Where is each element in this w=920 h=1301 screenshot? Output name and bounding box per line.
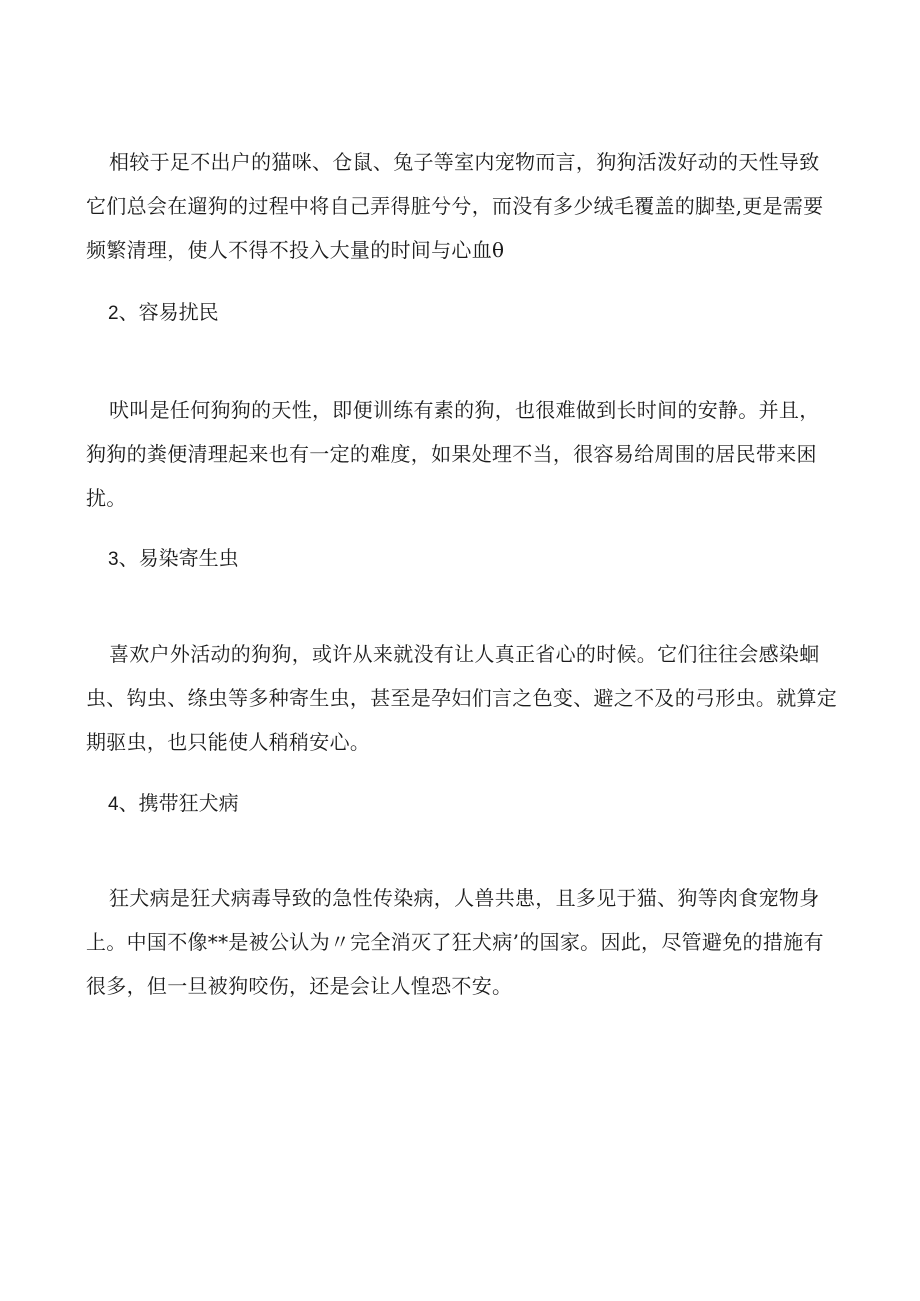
heading-separator: 、 xyxy=(118,791,139,815)
paragraph-line: 上。中国不像**是被公认为〃完全消灭了狂犬病’的国家。因此，尽管避免的措施有 xyxy=(86,930,824,954)
heading-number: 3 xyxy=(108,549,119,570)
paragraph-barking xyxy=(86,388,834,520)
paragraph-line: 扰。 xyxy=(86,486,127,510)
section-heading-disturbance xyxy=(108,297,219,329)
paragraph-line: 很多，但一旦被狗咬伤，还是会让人惶恐不安。 xyxy=(86,974,513,998)
heading-title: 携带狂犬病 xyxy=(138,791,239,815)
paragraph-parasites xyxy=(86,632,838,764)
paragraph-rabies xyxy=(86,876,834,1008)
heading-title: 容易扰民 xyxy=(138,300,219,324)
heading-separator: 、 xyxy=(118,300,139,324)
paragraph-line: 相较于足不出户的猫咪、仓鼠、兔子等室内宠物而言，狗狗活泼好动的天性导致 xyxy=(109,150,820,174)
paragraph-line: 虫、钩虫、绦虫等多种寄生虫，甚至是孕妇们言之色变、避之不及的弓形虫。就算定 xyxy=(86,686,838,710)
paragraph-line: 吠叫是任何狗狗的天性，即便训练有素的狗，也很难做到长时间的安静。并且， xyxy=(109,398,820,422)
paragraph-dog-cleaning xyxy=(86,140,834,272)
paragraph-line: 狗狗的粪便清理起来也有一定的难度，如果处理不当，很容易给周围的居民带来困 xyxy=(86,442,817,466)
section-heading-rabies xyxy=(108,788,239,820)
heading-number: 2 xyxy=(108,303,119,324)
heading-title: 易染寄生虫 xyxy=(138,546,239,570)
paragraph-line: 期驱虫，也只能使人稍稍安心。 xyxy=(86,730,371,754)
section-heading-parasites xyxy=(108,543,239,575)
paragraph-line: 狂犬病是狂犬病毒导致的急性传染病，人兽共患，且多见于猫、狗等肉食宠物身 xyxy=(109,886,820,910)
paragraph-line: 喜欢户外活动的狗狗，或许从来就没有让人真正省心的时候。它们往往会感染蛔 xyxy=(109,642,820,666)
heading-number: 4 xyxy=(108,794,119,815)
heading-separator: 、 xyxy=(118,546,139,570)
paragraph-line: 它们总会在遛狗的过程中将自己弄得脏兮兮，而没有多少绒毛覆盖的脚垫,更是需要 xyxy=(86,194,824,218)
paragraph-line: 频繁清理，使人不得不投入大量的时间与心血θ xyxy=(86,238,505,262)
